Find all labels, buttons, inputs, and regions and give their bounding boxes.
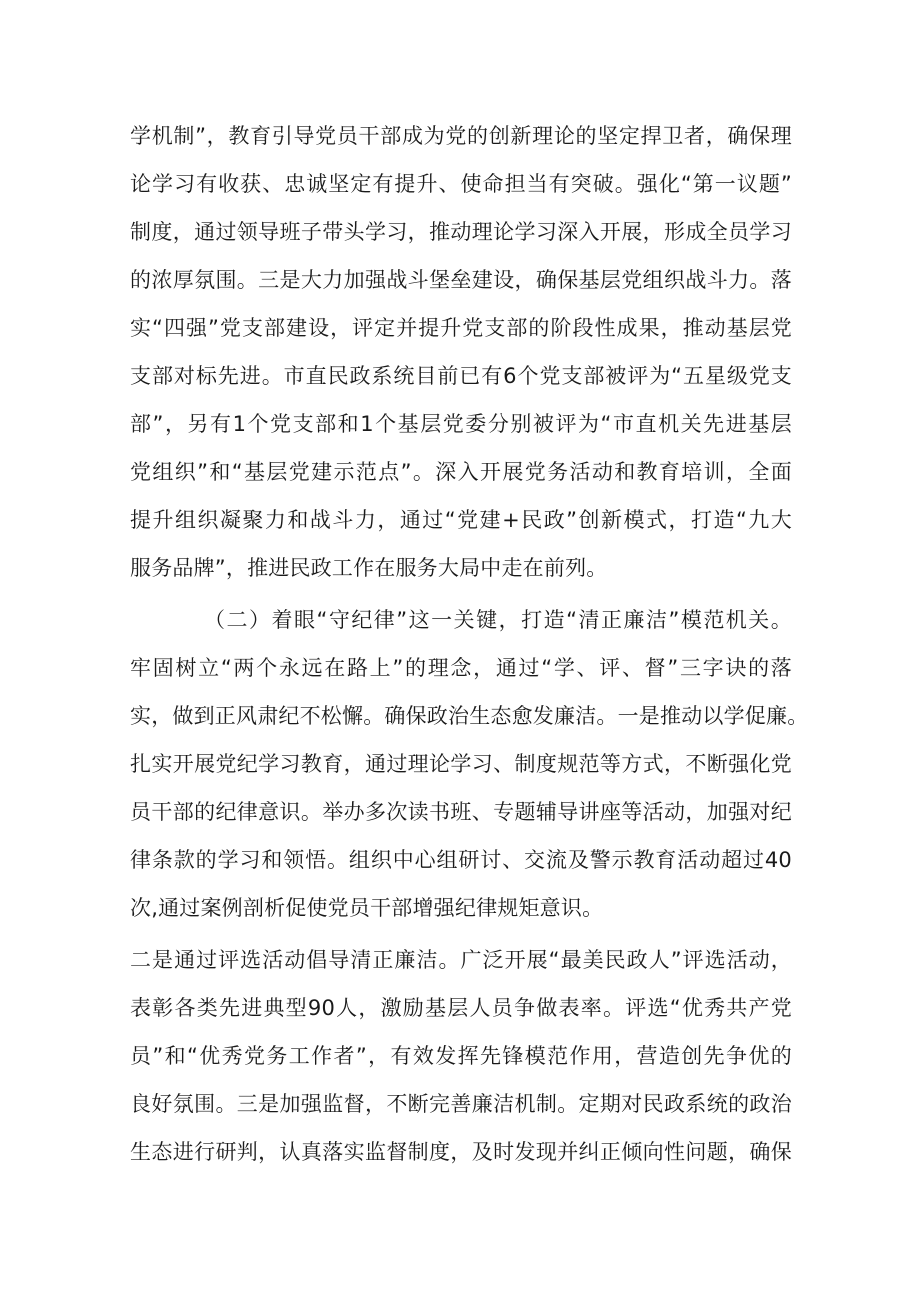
text-line: 实，做到正风肃纪不松懈。确保政治生态愈发廉洁。一是推动以学促廉。 <box>130 704 809 728</box>
text-line: 良好氛围。三是加强监督，不断完善廉洁机制。定期对民政系统的政治 <box>130 1092 792 1116</box>
text-line: 员干部的纪律意识。举办多次读书班、专题辅导讲座等活动，加强对纪 <box>130 800 792 824</box>
section-heading: （二）着眼“守纪律”这一关键，打造“清正廉洁”模范机关。 <box>204 608 792 632</box>
text-line: 部”，另有1个党支部和1个基层党委分别被评为“市直机关先进基层 <box>130 412 792 436</box>
text-line: 二是通过评选活动倡导清正廉洁。广泛开展“最美民政人”评选活动， <box>130 948 792 972</box>
text-line: 制度，通过领导班子带头学习，推动理论学习深入开展，形成全员学习 <box>130 220 792 244</box>
text-line: 生态进行研判，认真落实监督制度，及时发现并纠正倾向性问题，确保 <box>130 1140 792 1164</box>
text-line: 支部对标先进。市直民政系统目前已有6个党支部被评为“五星级党支 <box>130 364 792 388</box>
text-line: 表彰各类先进典型90人，激励基层人员争做表率。评选“优秀共产党 <box>130 996 792 1020</box>
text-line: 论学习有收获、忠诚坚定有提升、使命担当有突破。强化“第一议题” <box>130 172 792 196</box>
text-line: 的浓厚氛围。三是大力加强战斗堡垒建设，确保基层党组织战斗力。落 <box>130 268 792 292</box>
text-line: 服务品牌”，推进民政工作在服务大局中走在前列。 <box>130 556 608 580</box>
text-line: 扎实开展党纪学习教育，通过理论学习、制度规范等方式，不断强化党 <box>130 752 792 776</box>
text-line: 提升组织凝聚力和战斗力，通过“党建+民政”创新模式，打造“九大 <box>130 508 792 532</box>
text-line: 学机制”，教育引导党员干部成为党的创新理论的坚定捍卫者，确保理 <box>130 124 792 148</box>
text-line: 牢固树立“两个永远在路上”的理念，通过“学、评、督”三字诀的落 <box>130 656 792 680</box>
text-line: 员”和“优秀党务工作者”，有效发挥先锋模范作用，营造创先争优的 <box>130 1044 792 1068</box>
text-line: 次,通过案例剖析促使党员干部增强纪律规矩意识。 <box>130 896 604 920</box>
text-line: 律条款的学习和领悟。组织中心组研讨、交流及警示教育活动超过40 <box>130 848 792 872</box>
text-line: 实“四强”党支部建设，评定并提升党支部的阶段性成果，推动基层党 <box>130 316 792 340</box>
text-line: 党组织”和“基层党建示范点”。深入开展党务活动和教育培训，全面 <box>130 460 792 484</box>
